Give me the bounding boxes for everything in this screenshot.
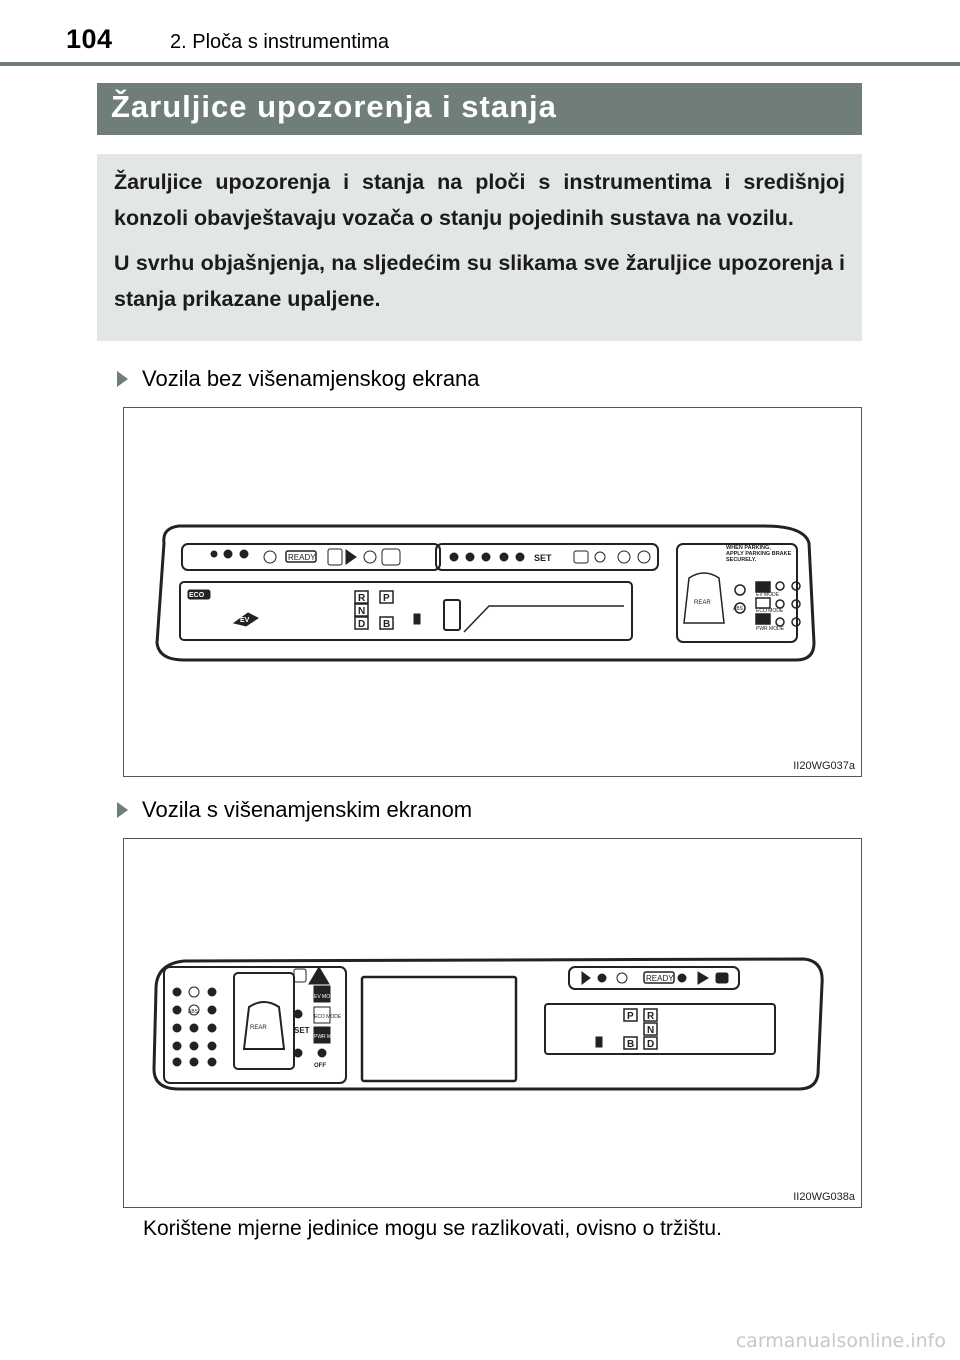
instrument-cluster-illustration-2	[124, 839, 861, 1207]
eco-indicator-label: ECO	[189, 592, 205, 599]
triangle-bullet-icon	[117, 371, 128, 387]
gear-n-label: N	[358, 606, 366, 617]
set-indicator-label: SET	[294, 1026, 310, 1035]
gear-p-label: P	[627, 1011, 634, 1022]
section-title-bar	[97, 83, 862, 135]
gear-p-label: P	[383, 593, 390, 604]
gear-d-label: D	[358, 619, 366, 630]
header-rule	[0, 62, 960, 66]
figure-2	[123, 838, 862, 1208]
intro-box	[97, 154, 862, 341]
ev-mode-indicator-label: EV MODE	[756, 592, 780, 598]
footnote: Korištene mjerne jedinice mogu se razlikovati, ovisno o tržištu.	[143, 1217, 722, 1240]
figure-2-code: II20WG038a	[793, 1191, 855, 1203]
watermark[interactable]: carmanualsonline.info	[735, 1330, 946, 1352]
eco-mode-indicator-label: ECO MODE	[756, 608, 784, 614]
figure-1-caption	[117, 366, 480, 392]
pwr-mode-indicator-label: PWR MODE	[756, 626, 785, 632]
gear-r-label: R	[647, 1011, 655, 1022]
gear-r-label: R	[358, 593, 366, 604]
figure-1-code: II20WG037a	[793, 760, 855, 772]
gear-b-label: B	[383, 619, 391, 630]
parking-brake-message-line-3: SECURELY.	[726, 557, 757, 563]
eco-mode-indicator-label: ECO MODE	[314, 1014, 342, 1020]
gear-b-label: B	[627, 1039, 635, 1050]
figure-2-caption	[117, 797, 472, 823]
intro-paragraph-2: U svrhu objašnjenja, na sljedećim su slikama sve žaruljice upozorenja i stanja prikazane upaljene.	[114, 251, 845, 311]
pwr-mode-indicator-label: PWR MODE	[314, 1034, 343, 1040]
page-number: 104	[66, 24, 113, 54]
abs-indicator-label: ABS	[733, 606, 744, 612]
section-title: Žaruljice upozorenja i stanja	[111, 89, 557, 124]
ready-indicator-label: READY	[646, 974, 674, 983]
gear-n-label: N	[647, 1025, 655, 1036]
rear-seat-label: REAR	[250, 1025, 267, 1031]
parking-brake-message-line-1: WHEN PARKING,	[726, 545, 771, 551]
triangle-bullet-icon	[117, 802, 128, 818]
rear-seat-label: REAR	[694, 600, 711, 606]
abs-indicator-label: ABS	[188, 1009, 199, 1015]
set-indicator-label: SET	[534, 553, 552, 563]
figure-1	[123, 407, 862, 777]
ev-mode-indicator-label: EV MODE	[314, 994, 338, 1000]
running-head: 2. Ploča s instrumentima	[170, 31, 389, 53]
parking-brake-message-line-2: APPLY PARKING BRAKE	[726, 551, 792, 557]
figure-1-caption-text: Vozila bez višenamjenskog ekrana	[142, 366, 480, 391]
intro-paragraph-1: Žaruljice upozorenja i stanja na ploči s instrumentima i središnjoj konzoli obavještavaju vozača o stanju pojedinih sustava na vozilu.	[114, 170, 845, 230]
figure-2-caption-text: Vozila s višenamjenskim ekranom	[142, 797, 473, 822]
ev-indicator-label: EV	[240, 617, 250, 624]
ready-indicator-label: READY	[288, 553, 316, 562]
instrument-cluster-illustration-1	[124, 408, 861, 776]
gear-d-label: D	[647, 1039, 655, 1050]
off-indicator-label: OFF	[314, 1063, 326, 1069]
